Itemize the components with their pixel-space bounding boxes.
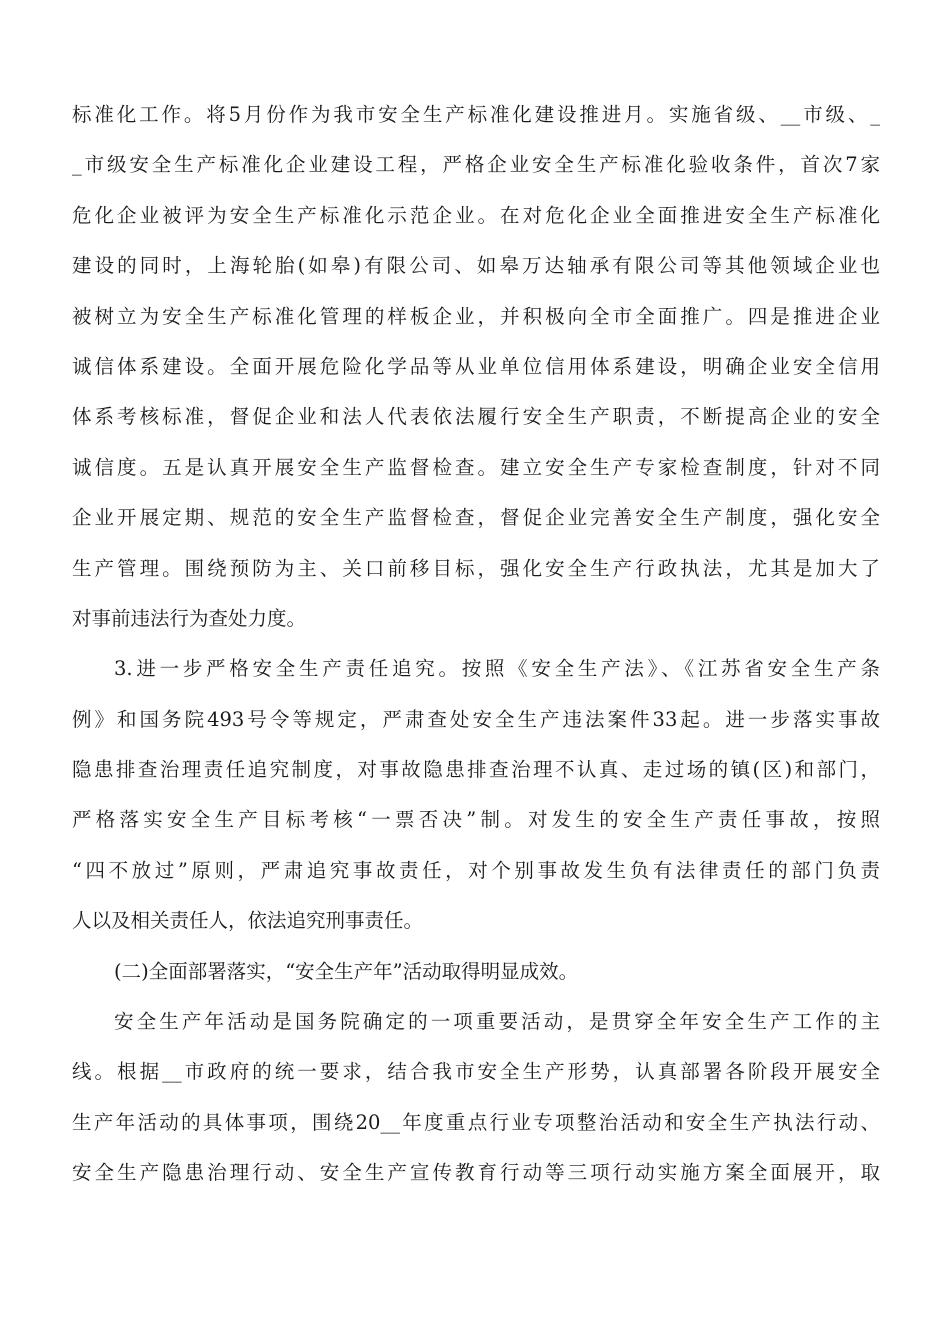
text-line: 对事前违法行为查处力度。 bbox=[72, 606, 307, 630]
text-line: 诚信度。五是认真开展安全生产监督检查。建立安全生产专家检查制度，针对不同 bbox=[72, 455, 880, 479]
text-line: 人以及相关责任人，依法追究刑事责任。 bbox=[72, 909, 424, 933]
text-line: 标准化工作。将5月份作为我市安全生产标准化建设推进月。实施省级、__市级、_ bbox=[72, 103, 880, 126]
text-line: 企业开展定期、规范的安全生产监督检查，督促企业完善安全生产制度，强化安全 bbox=[72, 506, 880, 530]
text-line: 严格落实安全生产目标考核“一票否决”制。对发生的安全生产责任事故，按照 bbox=[72, 808, 880, 832]
text-line: 安全生产隐患治理行动、安全生产宣传教育行动等三项行动实施方案全面展开，取 bbox=[72, 1161, 880, 1185]
text-line: 隐患排查治理责任追究制度，对事故隐患排查治理不认真、走过场的镇(区)和部门， bbox=[72, 758, 880, 782]
body-text bbox=[72, 90, 880, 1199]
text-line: 诚信体系建设。全面开展危险化学品等从业单位信用体系建设，明确企业安全信用 bbox=[72, 354, 880, 378]
text-line: 被树立为安全生产标准化管理的样板企业，并积极向全市全面推广。四是推进企业 bbox=[72, 304, 880, 328]
text-line: 例》和国务院493号令等规定，严肃查处安全生产违法案件33起。进一步落实事故 bbox=[72, 707, 880, 731]
section-heading: (二)全面部署落实，“安全生产年”活动取得明显成效。 bbox=[114, 959, 579, 983]
text-line: 3.进一步严格安全生产责任追究。按照《安全生产法》、《江苏省安全生产条 bbox=[114, 657, 880, 681]
text-line: 生产管理。围绕预防为主、关口前移目标，强化安全生产行政执法，尤其是加大了 bbox=[72, 556, 880, 580]
text-line: 建设的同时，上海轮胎(如皋)有限公司、如皋万达轴承有限公司等其他领域企业也 bbox=[72, 254, 880, 278]
text-line: 体系考核标准，督促企业和法人代表依法履行安全生产职责，不断提高企业的安全 bbox=[72, 405, 880, 429]
text-line: 线。根据__市政府的统一要求，结合我市安全生产形势，认真部署各阶段开展安全 bbox=[72, 1060, 880, 1084]
text-line: “四不放过”原则，严肃追究事故责任，对个别事故发生负有法律责任的部门负责 bbox=[72, 858, 880, 882]
text-line: 危化企业被评为安全生产标准化示范企业。在对危化企业全面推进安全生产标准化 bbox=[72, 203, 880, 227]
text-line: 生产年活动的具体事项，围绕20__年度重点行业专项整治活动和安全生产执法行动、 bbox=[72, 1110, 880, 1134]
text-line: 安全生产年活动是国务院确定的一项重要活动，是贯穿全年安全生产工作的主 bbox=[114, 1010, 880, 1034]
text-line: _市级安全生产标准化企业建设工程，严格企业安全生产标准化验收条件，首次7家 bbox=[72, 153, 880, 177]
